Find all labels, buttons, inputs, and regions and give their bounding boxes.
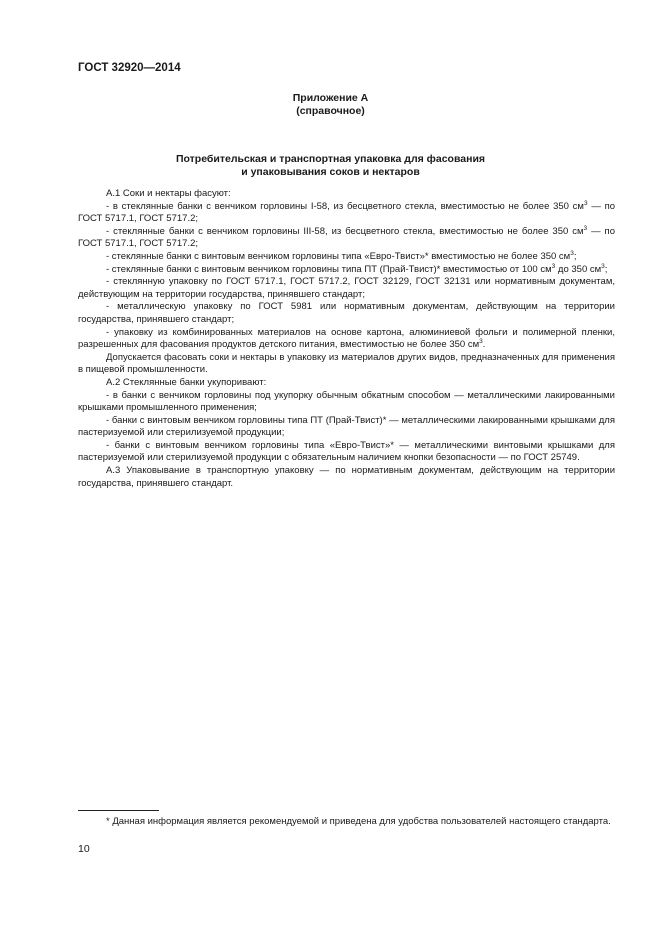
list-item: - стеклянные банки с винтовым венчиком горловины типа ПТ (Прай-Твист)* вместимостью от 100 $см^3$ до 350 $см^3$; <box>106 262 608 275</box>
footnote: * Данная информация является рекомендуемой и приведена для удобства пользователей настоящего стандарта. <box>106 816 611 827</box>
appendix-title: Приложение А <box>292 92 369 104</box>
list-item: - в стеклянные банки с венчиком горловины I-58, из бесцветного стекла, вместимостью не более 350 $см^3$ — по ГОСТ 5717.1, ГОСТ 5717.2; <box>78 199 615 225</box>
footnote-divider <box>78 810 159 811</box>
list-item: - стеклянные банки с винтовым венчиком горловины типа «Евро-Твист»* вместимостью не более 350 $см^3$; <box>106 249 577 262</box>
section-title-line2: и упаковывания соков и нектаров <box>241 166 420 178</box>
paragraph-a1: А.1 Соки и нектары фасуют: <box>106 188 231 199</box>
list-item: - в банки с венчиком горловины под укупорку обычным обкатным способом — металлическими лакированными крышками промышленного применения; <box>78 389 615 414</box>
list-item: - упаковку из комбинированных материалов на основе картона, алюминиевой фольги и полимерной пленки, разрешенных для фасования продуктов детского питания, вместимостью не более 350 $см^3$. <box>78 326 615 351</box>
document-code: ГОСТ 32920—2014 <box>78 62 181 74</box>
paragraph: Допускается фасовать соки и нектары в упаковку из материалов других видов, предназначенных для применения в пищевой промышленности. <box>78 351 615 376</box>
paragraph-a3: А.3 Упаковывание в транспортную упаковку — по нормативным документам, действующим на территории государства, принявшего стандарт. <box>78 465 615 489</box>
list-item: - металлическую упаковку по ГОСТ 5981 или нормативным документам, действующим на территории государства, принявшего стандарт; <box>78 301 615 325</box>
list-item: - банки с винтовым венчиком горловины типа «Евро-Твист»* — металлическими винтовыми крышками для пастеризуемой или стерилизуемой продукции с обязательным наличием кнопки безопасности — по ГОСТ 25749. <box>78 439 615 464</box>
page-number: 10 <box>78 843 90 855</box>
list-item: - банки с винтовым венчиком горловины типа ПТ (Прай-Твист)* — металлическими лакированными крышками для пастеризуемой или стерилизуемой продукции; <box>78 414 615 439</box>
list-item: - стеклянную упаковку по ГОСТ 5717.1, ГОСТ 5717.2, ГОСТ 32129, ГОСТ 32131 или нормативным документам, действующим на территории государства, принявшего стандарт; <box>78 276 615 300</box>
list-item: - стеклянные банки с венчиком горловины III-58, из бесцветного стекла, вместимостью не более 350 $см^3$ — по ГОСТ 5717.1, ГОСТ 5717.2; <box>78 224 615 250</box>
section-title-line1: Потребительская и транспортная упаковка для фасования <box>175 153 486 165</box>
appendix-type: (справочное) <box>296 105 365 117</box>
appendix-body <box>78 188 615 490</box>
paragraph-a2: А.2 Стеклянные банки укупоривают: <box>106 376 267 388</box>
